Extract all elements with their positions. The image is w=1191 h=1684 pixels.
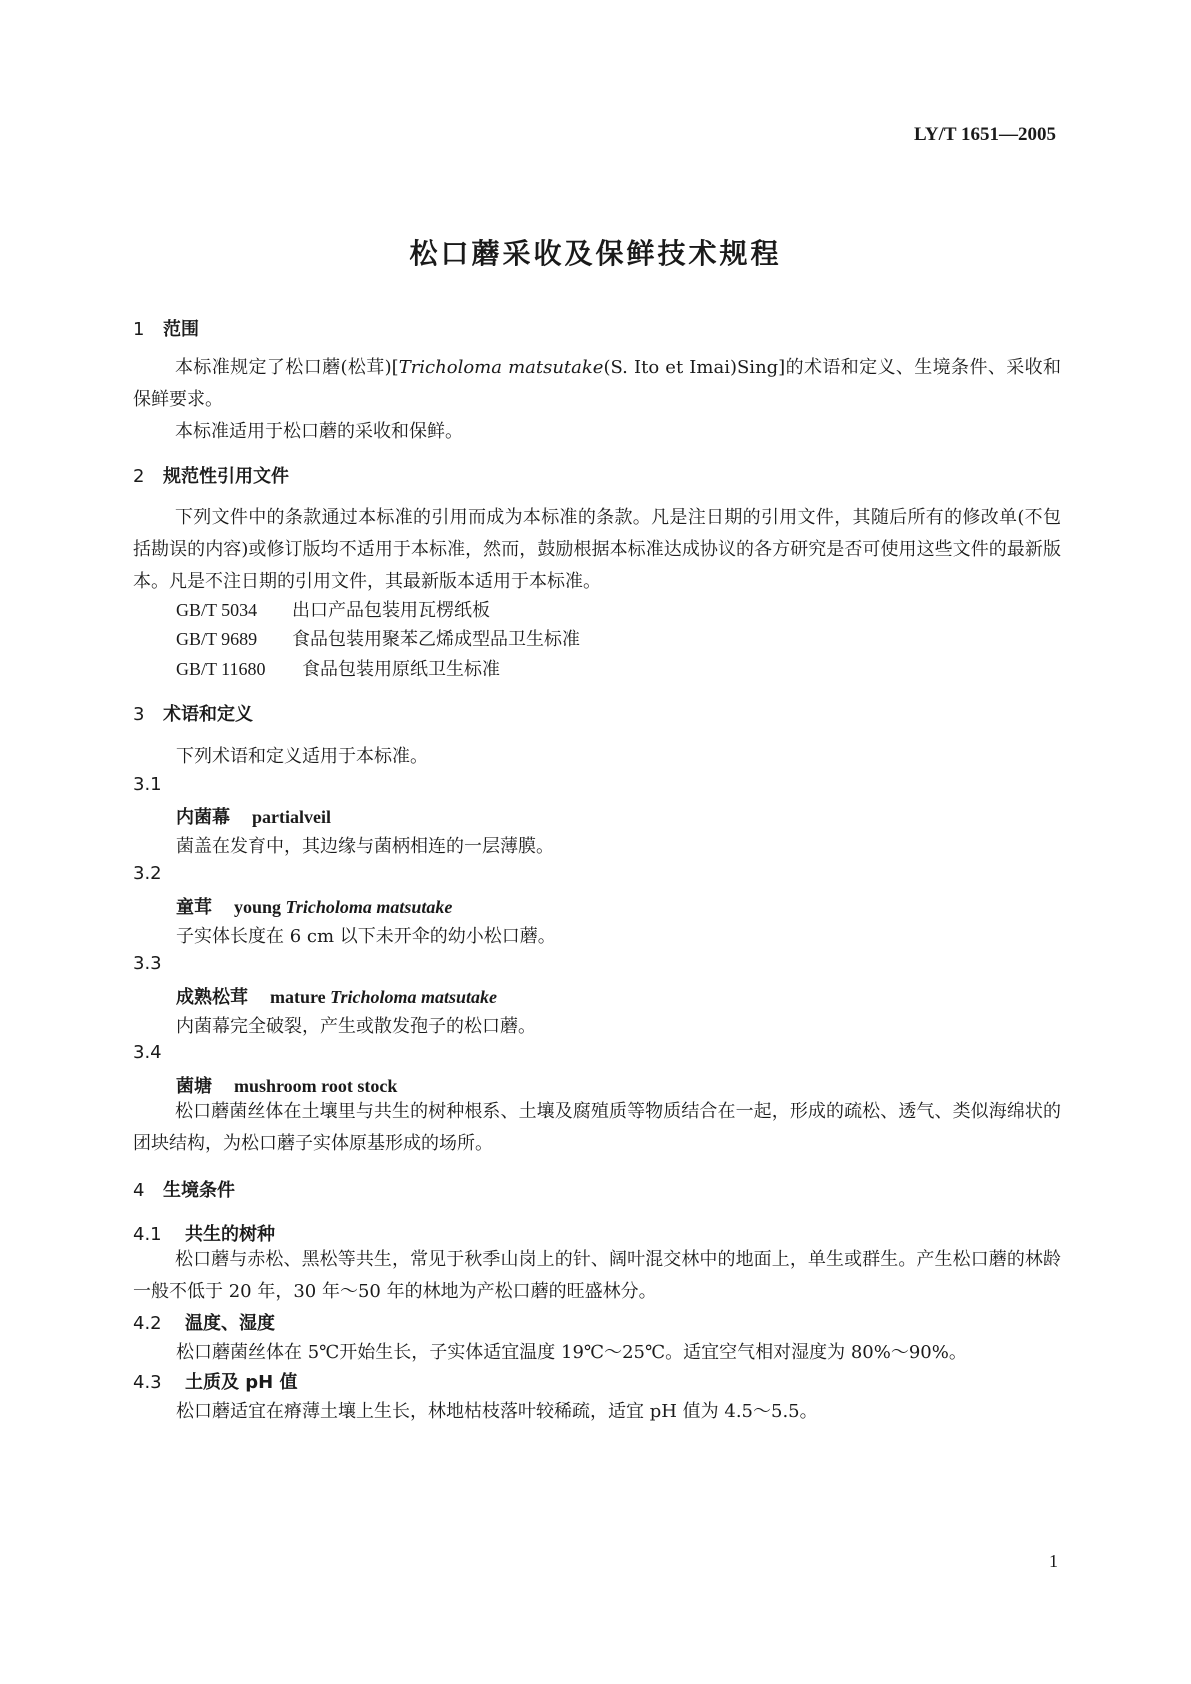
- subsection-title: 温度、湿度: [185, 1313, 275, 1334]
- subsection-title: 共生的树种: [185, 1224, 275, 1245]
- subsection-heading: [133, 1220, 275, 1246]
- section-heading-2: [133, 462, 289, 488]
- term-en: [234, 897, 452, 917]
- subsection-title: 土质及 pH 值: [185, 1372, 298, 1393]
- text-run: (S. Ito et Imai)Sing]的术语和定义、生境条件、采收和保鲜要求。: [133, 357, 1061, 410]
- subsection-heading: [133, 1368, 297, 1394]
- subsection-number: 4.2: [133, 1313, 162, 1334]
- section-heading-4: [133, 1176, 235, 1202]
- section-title: 术语和定义: [163, 704, 253, 725]
- term-number: 3.2: [133, 863, 162, 884]
- term-en-text: mature: [270, 987, 331, 1007]
- species-name: Tricholoma matsutake: [398, 357, 604, 378]
- paragraph: 本标准适用于松口蘑的采收和保鲜。: [175, 421, 463, 442]
- term-definition: 菌盖在发育中，其边缘与菌柄相连的一层薄膜。: [176, 836, 554, 857]
- paragraph: 松口蘑与赤松、黑松等共生，常见于秋季山岗上的针、阔叶混交林中的地面上，单生或群生。产生松口蘑的林龄一般不低于 20 年，30 年～50 年的林地为产松口蘑的旺盛林分。: [133, 1249, 1061, 1302]
- reference-title: 出口产品包装用瓦楞纸板: [292, 600, 490, 621]
- reference-title: 食品包装用原纸卫生标准: [302, 659, 500, 680]
- subsection-heading: [133, 1309, 275, 1335]
- term-en: [270, 987, 497, 1007]
- page-title: 松口蘑采收及保鲜技术规程: [409, 237, 782, 270]
- paragraph: 松口蘑菌丝体在 5℃开始生长，子实体适宜温度 19℃～25℃。适宜空气相对湿度为 80%～90%。: [176, 1342, 967, 1363]
- reference-code: GB/T 11680: [176, 659, 266, 679]
- term-number: 3.4: [133, 1042, 162, 1063]
- reference-title: 食品包装用聚苯乙烯成型品卫生标准: [292, 629, 580, 650]
- term-heading: [176, 893, 452, 919]
- paragraph: 松口蘑适宜在瘠薄土壤上生长，林地枯枝落叶较稀疏，适宜 pH 值为 4.5～5.5。: [176, 1401, 818, 1422]
- section-number: 4: [133, 1180, 145, 1201]
- text-run: 本标准规定了松口蘑(松茸)[: [175, 357, 399, 378]
- reference-item: [176, 655, 500, 681]
- section-number: 2: [133, 466, 145, 487]
- section-title: 规范性引用文件: [163, 466, 289, 487]
- subsection-number: 4.3: [133, 1372, 162, 1393]
- paragraph: 下列文件中的条款通过本标准的引用而成为本标准的条款。凡是注日期的引用文件，其随后所有的修改单(不包括勘误的内容)或修订版均不适用于本标准，然而，鼓励根据本标准达成协议的各方研究是否可使用这些文件的最新版本。凡是不注日期的引用文件，其最新版本适用于本标准。: [133, 507, 1061, 592]
- section-number: 3: [133, 704, 145, 725]
- subsection-number: 4.1: [133, 1224, 162, 1245]
- reference-code: GB/T 9689: [176, 629, 258, 649]
- term-zh: 内菌幕: [176, 807, 230, 828]
- term-en: mushroom root stock: [234, 1076, 398, 1096]
- reference-code: GB/T 5034: [176, 600, 258, 620]
- term-en-text: young: [234, 897, 286, 917]
- paragraph: 下列术语和定义适用于本标准。: [176, 746, 428, 767]
- section-title: 生境条件: [163, 1180, 235, 1201]
- term-en-italic: Tricholoma matsutake: [285, 897, 453, 917]
- section-heading-3: [133, 700, 253, 726]
- term-en: partialveil: [252, 807, 331, 827]
- term-definition: 松口蘑菌丝体在土壤里与共生的树种根系、土壤及腐殖质等物质结合在一起，形成的疏松、透气、类似海绵状的团块结构，为松口蘑子实体原基形成的场所。: [133, 1101, 1061, 1154]
- term-en-italic: Tricholoma matsutake: [330, 987, 497, 1007]
- reference-item: [176, 625, 580, 651]
- section-number: 1: [133, 319, 145, 340]
- document-number: LY/T 1651—2005: [913, 124, 1056, 145]
- term-number: 3.1: [133, 774, 162, 795]
- term-heading: [176, 803, 331, 829]
- page-number: 1: [1049, 1551, 1058, 1571]
- section-title: 范围: [163, 319, 199, 340]
- term-zh: 成熟松茸: [176, 987, 248, 1008]
- term-definition: 子实体长度在 6 cm 以下未开伞的幼小松口蘑。: [176, 926, 556, 947]
- term-number: 3.3: [133, 953, 162, 974]
- term-zh: 菌塘: [176, 1076, 212, 1097]
- term-definition: 内菌幕完全破裂，产生或散发孢子的松口蘑。: [176, 1016, 536, 1037]
- section-heading-1: [133, 315, 199, 341]
- term-heading: [176, 1072, 397, 1098]
- term-zh: 童茸: [176, 897, 212, 918]
- reference-item: [176, 596, 490, 622]
- term-heading: [176, 983, 497, 1009]
- paragraph: [133, 352, 1061, 416]
